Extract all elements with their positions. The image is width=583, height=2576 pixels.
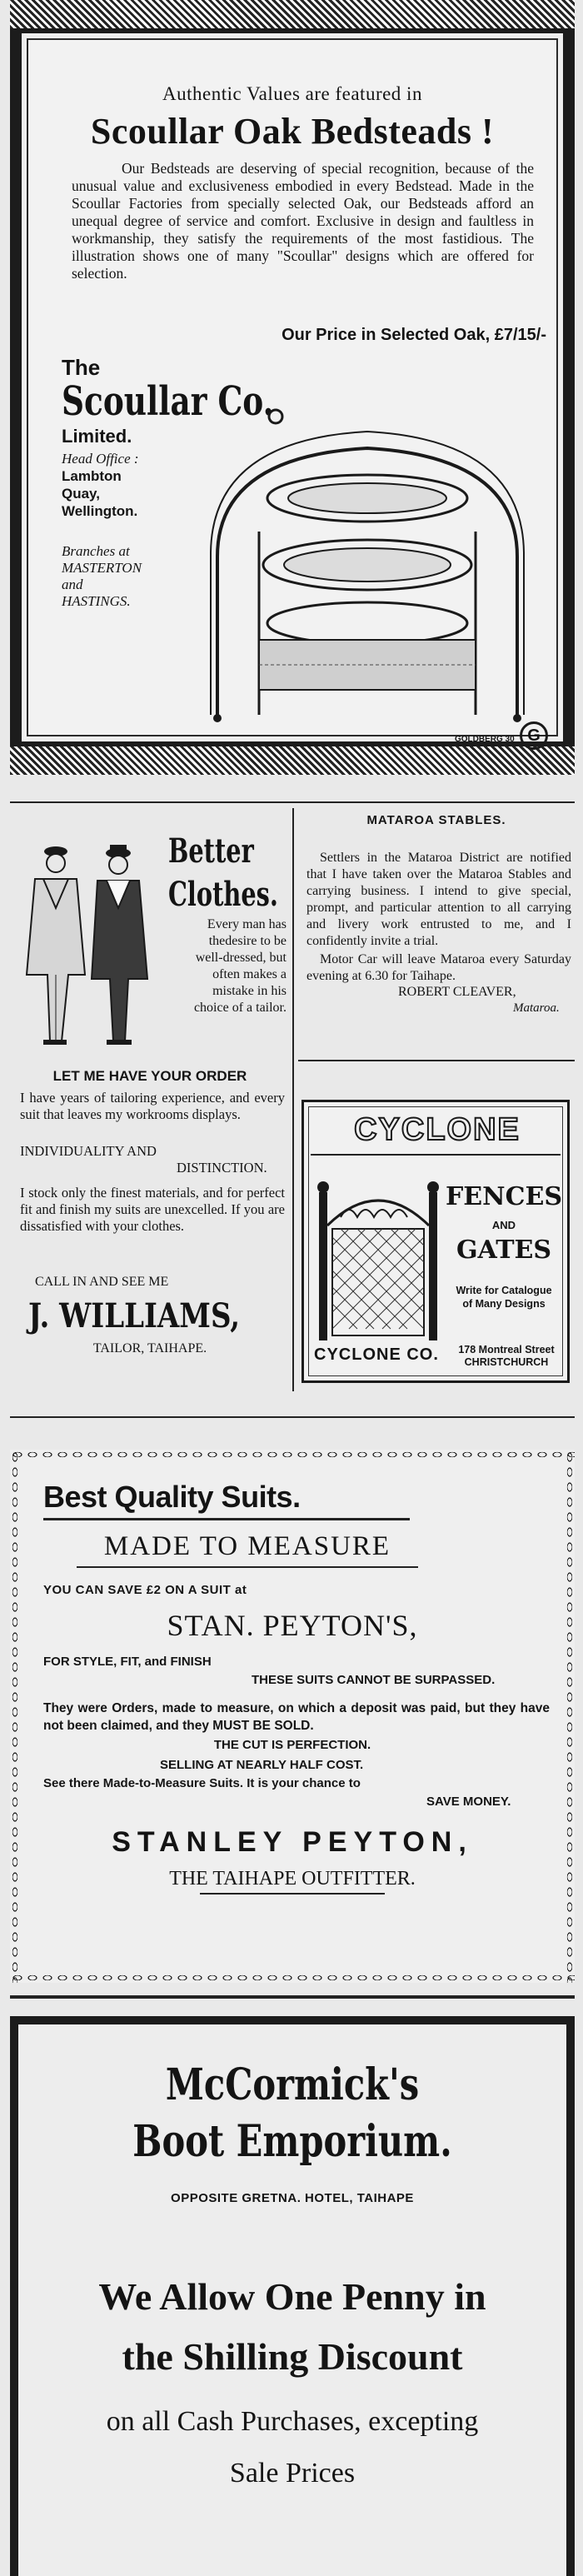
individuality-line: INDIVIDUALITY AND [20, 1143, 157, 1159]
outfitter-underline [200, 1893, 385, 1895]
cut-line: THE CUT IS PERFECTION. [213, 1738, 371, 1752]
peyton-name: STANLEY PEYTON, [112, 1826, 473, 1858]
scoullar-headline: Scoullar Oak Bedsteads ! [90, 111, 495, 152]
cyclone-title-rule [311, 1154, 561, 1156]
blurb-line: thedesire to be [208, 934, 287, 948]
decorative-bottom-border [10, 746, 575, 775]
catalogue-note [446, 1284, 562, 1310]
peyton-headline: Best Quality Suits. [43, 1480, 301, 1514]
mccormick-title-2: Boot Emporium. [132, 2116, 452, 2167]
headline-underline [43, 1518, 410, 1520]
williams-name: J. WILLIAMS, [28, 1296, 241, 1335]
made-to-measure: MADE TO MEASURE [103, 1531, 391, 1561]
blurb-line: often makes a [212, 967, 287, 981]
discount-line-4: Sale Prices [229, 2458, 356, 2489]
mataroa-place: Mataroa. [513, 1001, 560, 1015]
mataroa-signature: ROBERT CLEAVER, [398, 985, 516, 999]
mataroa-para-1: Settlers in the Mataroa District are notified that I have taken over the Mataroa Stables and carrying business. I intend to give special, prompt, and particular attention to all carrying and livery work entrusted to me, and I confidently invite a trial. [306, 851, 571, 948]
branches-line: MASTERTON [62, 560, 142, 576]
catalogue-line: Write for Catalogue [456, 1285, 552, 1296]
better-heading: Better [168, 831, 254, 871]
mccormick-address: OPPOSITE GRETNA. HOTEL, TAIHAPE [171, 2191, 414, 2205]
peyton-advertisement [10, 1450, 575, 1983]
mccormick-advertisement [10, 2016, 575, 2576]
head-office-line: Wellington. [62, 503, 138, 519]
goldberg-seal: G [520, 721, 548, 750]
williams-advertisement [10, 808, 290, 1408]
two-gentlemen-illustration [10, 841, 164, 1050]
orders-paragraph: They were Orders, made to measure, on which a deposit was paid, but they have not been claimed, and they MUST BE SOLD. [43, 1701, 550, 1733]
section-divider [10, 1995, 575, 1999]
gates-word: GATES [456, 1236, 552, 1265]
company-name: Scoullar Co. [62, 378, 274, 425]
distinction-line: DISTINCTION. [177, 1160, 267, 1176]
discount-line-2: the Shilling Discount [122, 2335, 463, 2378]
style-line: FOR STYLE, FIT, and FINISH [43, 1655, 212, 1669]
illustrator-signature: GOLDBERG 30 [455, 735, 515, 744]
bedstead-illustration [192, 382, 542, 731]
scoullar-advertisement [10, 0, 575, 775]
williams-address: TAILOR, TAIHAPE. [92, 1341, 207, 1355]
branches-line: HASTINGS. [62, 593, 131, 609]
address-line: CHRISTCHURCH [464, 1356, 549, 1368]
branches-line: and [62, 577, 83, 592]
head-office-label: Head Office : [62, 451, 139, 467]
chain-border-bottom [10, 1973, 575, 1983]
save-line: YOU CAN SAVE £2 ON A SUIT at [43, 1583, 247, 1597]
mataroa-stables-notice [298, 808, 575, 1083]
call-in-line: CALL IN AND SEE ME [35, 1275, 169, 1289]
cyclone-company: CYCLONE CO. [314, 1345, 439, 1364]
scoullar-intro: Authentic Values are featured in [162, 83, 422, 104]
selling-line: SELLING AT NEARLY HALF COST. [160, 1758, 364, 1772]
section-divider [298, 1060, 575, 1061]
measure-underline [77, 1566, 418, 1568]
discount-line-1: We Allow One Penny in [98, 2275, 486, 2318]
scoullar-body: Our Bedsteads are deserving of special recognition, because of the unusual value and exclusiveness embodied in every Bedstead. Made in the Scoullar Factories from specially selected Oak, our Bedsteads afford an unequal degree of service and comfort. Exclusive in design and faultless in workmanship, they satisfy the requirements of the most fastidious. The illustration shows one of many "Scoullar" designs which are offered for selection. [72, 160, 534, 282]
decorative-top-border [10, 0, 575, 28]
peyton-shop: STAN. PEYTON'S, [167, 1609, 418, 1642]
williams-para-1: I have years of tailoring experience, and every suit that leaves my workrooms displays. [20, 1090, 285, 1122]
gate-illustration [316, 1167, 441, 1342]
company-limited: Limited. [62, 426, 132, 447]
section-divider [10, 801, 575, 803]
head-office-line: Quay, [62, 486, 100, 502]
column-divider [292, 808, 294, 1391]
williams-blurb [160, 916, 287, 1016]
mccormick-title-1: McCormick's [165, 2059, 420, 2110]
see-line: See there Made-to-Measure Suits. It is your chance to [43, 1776, 361, 1790]
chain-border-top [10, 1450, 575, 1460]
fences-word: FENCES [446, 1182, 562, 1211]
peyton-outfitter: THE TAIHAPE OUTFITTER. [169, 1868, 416, 1890]
discount-line-3: on all Cash Purchases, excepting [106, 2406, 479, 2437]
company-the: The [62, 355, 101, 380]
scoullar-price: Our Price in Selected Oak, £7/15/- [282, 326, 546, 344]
blurb-line: Every man has [207, 917, 287, 931]
cyclone-address [446, 1344, 567, 1369]
head-office-line: Lambton [62, 468, 122, 484]
cyclone-title: CYCLONE [354, 1112, 521, 1147]
cannot-line: THESE SUITS CANNOT BE SURPASSED. [252, 1673, 496, 1687]
blurb-line: choice of a tailor. [193, 1001, 287, 1015]
address-line: 178 Montreal Street [458, 1344, 555, 1355]
blurb-line: mistake in his [212, 984, 287, 998]
chain-border-right [565, 1450, 575, 1983]
mataroa-para-2: Motor Car will leave Mataroa every Saturday evening at 6.30 for Taihape. [306, 952, 571, 983]
branches-label: Branches at [62, 543, 130, 559]
and-word: AND [491, 1219, 516, 1231]
blurb-line: well-dressed, but [195, 951, 287, 965]
mataroa-heading: MATAROA STABLES. [366, 813, 506, 827]
chain-border-left [10, 1450, 20, 1983]
cyclone-advertisement [301, 1100, 570, 1383]
section-divider [10, 1416, 575, 1418]
williams-para-2: I stock only the finest materials, and for perfect fit and finish my suits are unexcelled. If you are dissatisfied with your clothes. [20, 1185, 285, 1234]
order-heading: LET ME HAVE YOUR ORDER [52, 1068, 247, 1084]
save-money: SAVE MONEY. [426, 1795, 511, 1809]
clothes-heading: Clothes. [168, 875, 278, 914]
catalogue-line: of Many Designs [462, 1298, 546, 1310]
